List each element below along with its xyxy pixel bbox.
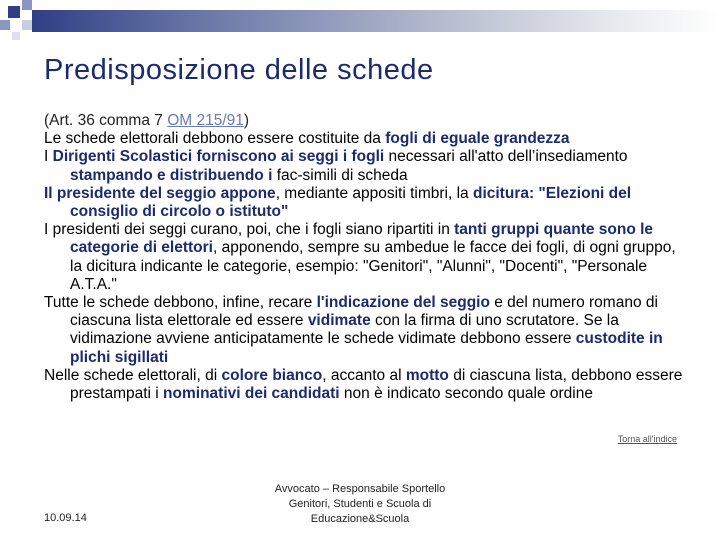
bold-text: tanti gruppi quante sono le categorie di elettori [70,221,654,257]
text-run: necessari all'atto dell’insediamento [384,148,628,166]
text-run: , mediante appositi timbri, la [275,184,473,202]
bold-text: Il presidente del seggio appone [44,184,276,202]
reference-prefix: (Art. 36 comma 7 [44,112,168,129]
text-run: I presidenti dei seggi curano, poi, che i fogli siano ripartiti in [44,221,455,239]
paragraph [44,148,684,184]
reference-line [44,112,684,130]
footer-date: 10.09.14 [44,512,87,524]
footer-line: Avvocato – Responsabile Sportello [274,483,446,495]
footer-line: Genitori, Studenti e Scuola di [288,498,432,510]
bold-text: motto [405,366,449,384]
reference-suffix: ) [243,112,250,129]
text-run: e del numero romano di ciascuna lista elettorale ed essere [70,294,658,330]
paragraph [44,130,684,148]
bold-text: fogli di eguale grandezza [385,130,570,148]
bold-text: stampando e distribuendo i [70,166,273,184]
bold-text: l'indicazione del seggio [316,294,490,312]
bold-text: nominativi dei candidati [163,385,340,403]
page-title: Predisposizione delle schede [44,54,434,86]
text-run: con la firma di uno scrutatore. Se la vidimazione avviene anticipatamente le schede vidimate debbono essere [70,312,619,348]
paragraph [44,367,684,403]
text-run: Nelle schede elettorali, di [44,366,222,384]
bold-text: colore bianco [221,366,323,384]
text-run: di ciascuna lista, debbono essere prestampati i [70,366,683,403]
text-run: , accanto al [322,366,406,384]
paragraph [44,185,684,221]
text-run: Tutte le schede debbono, infine, recare [44,294,317,312]
reference-link[interactable]: OM 215/91 [167,112,244,129]
footer-line: Educazione&Scuola [310,513,410,525]
slide-body [44,112,684,403]
text-run: , apponendo, sempre su ambedue le facce dei fogli, di ogni gruppo, la dicitura indicante le categorie, esempio: "Genitori", "Alunni", "Docenti", "Personale A.T.A." [70,239,676,293]
back-to-index-link[interactable]: Torna all'indice [617,434,677,444]
paragraph-list [44,130,684,403]
bold-text: Dirigenti Scolastici forniscono ai seggi i fogli [52,148,385,166]
text-run: Le schede elettorali debbono essere costituite da [44,130,386,148]
bold-text: vidimate [307,312,371,330]
header-gradient-bar [32,10,720,32]
text-run: non è indicato secondo quale ordine [339,385,593,403]
text-run: fac-simili di scheda [272,166,408,184]
paragraph [44,221,684,294]
paragraph [44,294,684,367]
bold-text: dicitura: "Elezioni del consiglio di circolo o istituto" [70,184,632,221]
bold-text: custodite in plichi sigillati [70,330,663,366]
footer-author [255,482,465,527]
text-run: I [44,148,53,166]
